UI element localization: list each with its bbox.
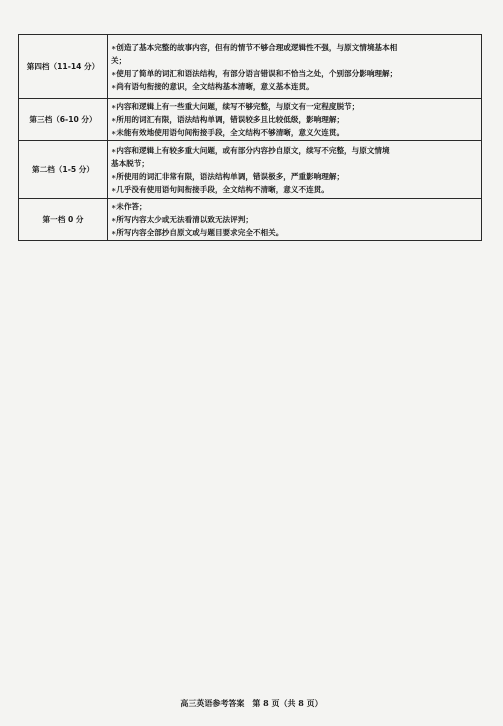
rubric-row-band-2: [19, 141, 482, 199]
criterion-line: ∗未能有效地使用语句间衔接手段，全文结构不够清晰，意义欠连贯。: [111, 128, 345, 137]
criterion-line: ∗所写内容全部抄自原文或与题目要求完全不相关。: [111, 228, 284, 237]
criterion-line: ∗内容和逻辑上有一些重大问题，续写不够完整，与原文有一定程度脱节；: [111, 102, 360, 111]
criterion-line: ∗所使用的词汇非常有限，语法结构单调，错误极多，严重影响理解；: [111, 171, 345, 181]
rubric-row-band-3: [19, 99, 482, 141]
band-description: [108, 99, 482, 141]
criterion-line: ∗创造了基本完整的故事内容，但有的情节不够合理或逻辑性不强，与原文情境基本相: [111, 42, 398, 52]
criterion-line: ∗未作答；: [111, 202, 147, 211]
band-label: 第一档 0 分: [19, 199, 108, 241]
criterion-line: 关；: [111, 55, 127, 65]
criterion-line: ∗尚有语句衔接的意识，全文结构基本清晰，意义基本连贯。: [111, 81, 314, 91]
band-label: 第三档（6-10 分）: [19, 99, 108, 141]
band-label: 第四档（11-14 分）: [19, 35, 108, 99]
band-description: [108, 35, 482, 99]
criterion-line: ∗使用了简单的词汇和语法结构，有部分语言错误和不恰当之处，个别部分影响理解；: [111, 68, 398, 78]
rubric-row-band-1: [19, 199, 482, 241]
rubric-row-band-4: [19, 35, 482, 99]
criterion-line: ∗几乎没有使用语句间衔接手段，全文结构不清晰，意义不连贯。: [111, 184, 329, 194]
criterion-line: ∗所写内容太少或无法看清以致无法评判；: [111, 215, 253, 224]
band-description: [108, 141, 482, 199]
scoring-rubric-table: [18, 34, 482, 241]
band-description: [108, 199, 482, 241]
criterion-line: 基本脱节；: [111, 158, 149, 168]
criterion-line: ∗所用的词汇有限，语法结构单调，错误较多且比较低级，影响理解；: [111, 115, 345, 124]
page-footer: 高三英语参考答案 第 8 页（共 8 页）: [180, 698, 323, 708]
criterion-line: ∗内容和逻辑上有较多重大问题，或有部分内容抄自原文，续写不完整，与原文情境: [111, 145, 390, 155]
band-label: 第二档（1-5 分）: [19, 141, 108, 199]
